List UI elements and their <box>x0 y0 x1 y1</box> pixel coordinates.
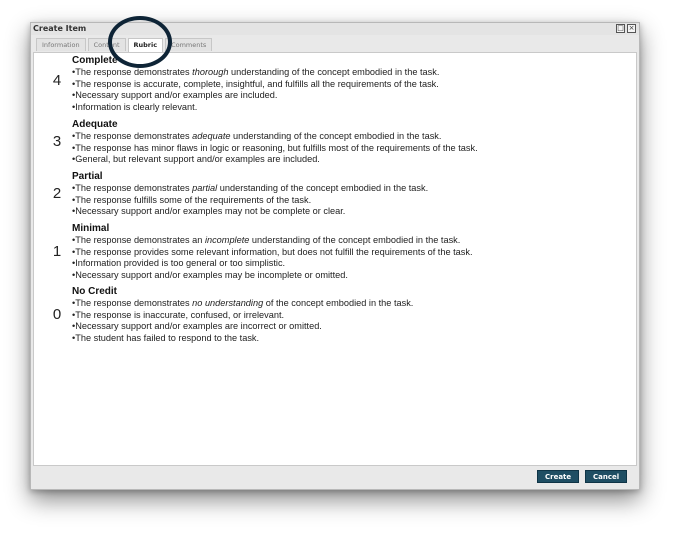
criterion-emphasis: thorough <box>192 67 229 77</box>
criterion-emphasis: adequate <box>192 131 231 141</box>
tab-information[interactable]: Information <box>36 38 86 51</box>
create-button[interactable]: Create <box>537 470 579 483</box>
criterion-line <box>72 258 473 270</box>
criterion-line <box>72 131 478 143</box>
criterion-text: •The response fulfills some of the requirements of the task. <box>72 194 312 205</box>
tab-comments[interactable]: Comments <box>165 38 212 51</box>
criterion-text: •The response demonstrates an <box>72 235 205 245</box>
criterion-text: •The response provides some relevant information, but does not fulfill the requirements of the task. <box>72 246 473 257</box>
rubric-score: 0 <box>52 306 62 323</box>
criterion-text: •The response demonstrates <box>72 183 193 193</box>
criterion-text: •Necessary support and/or examples may be incomplete or omitted. <box>72 269 348 280</box>
rubric-criteria <box>72 131 478 166</box>
criterion-line <box>72 235 473 247</box>
criterion-text: •Necessary support and/or examples are incorrect or omitted. <box>72 321 322 332</box>
rubric-level-title: Complete <box>72 55 118 66</box>
criterion-emphasis: partial <box>192 183 218 193</box>
criterion-text: •The response is inaccurate, confused, or irrelevant. <box>72 309 285 320</box>
criterion-line <box>72 333 413 345</box>
close-icon[interactable]: × <box>628 24 635 32</box>
criterion-line <box>72 143 478 155</box>
rubric-level-title: Minimal <box>72 223 110 234</box>
tab-content[interactable]: Content <box>88 38 126 51</box>
rubric-level-title: No Credit <box>72 286 117 297</box>
criterion-emphasis: no understanding <box>192 298 264 308</box>
criterion-line <box>72 154 478 166</box>
criterion-text: •Necessary support and/or examples are included. <box>72 90 278 101</box>
criterion-line <box>72 206 428 218</box>
criterion-text: understanding of the concept embodied in the task. <box>217 183 429 193</box>
criterion-text: understanding of the concept embodied in the task. <box>230 131 442 141</box>
criterion-text: understanding of the concept embodied in the task. <box>249 235 461 245</box>
criterion-text: •The response demonstrates <box>72 298 193 308</box>
rubric-panel <box>33 52 637 466</box>
criterion-text: •The response demonstrates <box>72 67 193 77</box>
rubric-criteria <box>72 235 473 281</box>
criterion-line <box>72 67 439 79</box>
dialog-title: Create Item <box>33 24 87 33</box>
rubric-score: 4 <box>52 72 62 89</box>
rubric-level-title: Partial <box>72 171 103 182</box>
annotation-circle <box>108 16 172 68</box>
criterion-line <box>72 102 439 114</box>
criterion-text: •The response demonstrates <box>72 131 193 141</box>
create-item-dialog <box>30 22 640 490</box>
criterion-text: •Information is clearly relevant. <box>72 101 198 112</box>
criterion-emphasis: incomplete <box>204 235 250 245</box>
rubric-score: 2 <box>52 185 62 202</box>
criterion-line <box>72 298 413 310</box>
criterion-line <box>72 183 428 195</box>
rubric-level-title: Adequate <box>72 119 118 130</box>
criterion-text: of the concept embodied in the task. <box>263 298 414 308</box>
criterion-text: •The response has minor flaws in logic or reasoning, but fulfills most of the requirements of the task. <box>72 142 478 153</box>
rubric-criteria <box>72 298 413 344</box>
criterion-line <box>72 90 439 102</box>
criterion-line <box>72 270 473 282</box>
restore-icon[interactable]: □ <box>617 24 624 32</box>
tab-rubric[interactable]: Rubric <box>128 38 164 52</box>
window-controls <box>616 24 636 33</box>
criterion-text: •Necessary support and/or examples may not be complete or clear. <box>72 206 346 217</box>
rubric-score: 3 <box>52 133 62 150</box>
rubric-criteria <box>72 183 428 218</box>
criterion-line <box>72 321 413 333</box>
cancel-button[interactable]: Cancel <box>585 470 627 483</box>
criterion-text: •General, but relevant support and/or examples are included. <box>72 154 320 165</box>
criterion-line <box>72 79 439 91</box>
criterion-line <box>72 247 473 259</box>
criterion-text: understanding of the concept embodied in the task. <box>228 67 440 77</box>
criterion-line <box>72 195 428 207</box>
criterion-text: •The response is accurate, complete, insightful, and fulfills all the requirements of the task. <box>72 78 439 89</box>
criterion-text: •Information provided is too general or too simplistic. <box>72 258 286 269</box>
criterion-line <box>72 310 413 322</box>
rubric-score: 1 <box>52 243 62 260</box>
criterion-text: •The student has failed to respond to the task. <box>72 332 260 343</box>
rubric-criteria <box>72 67 439 113</box>
